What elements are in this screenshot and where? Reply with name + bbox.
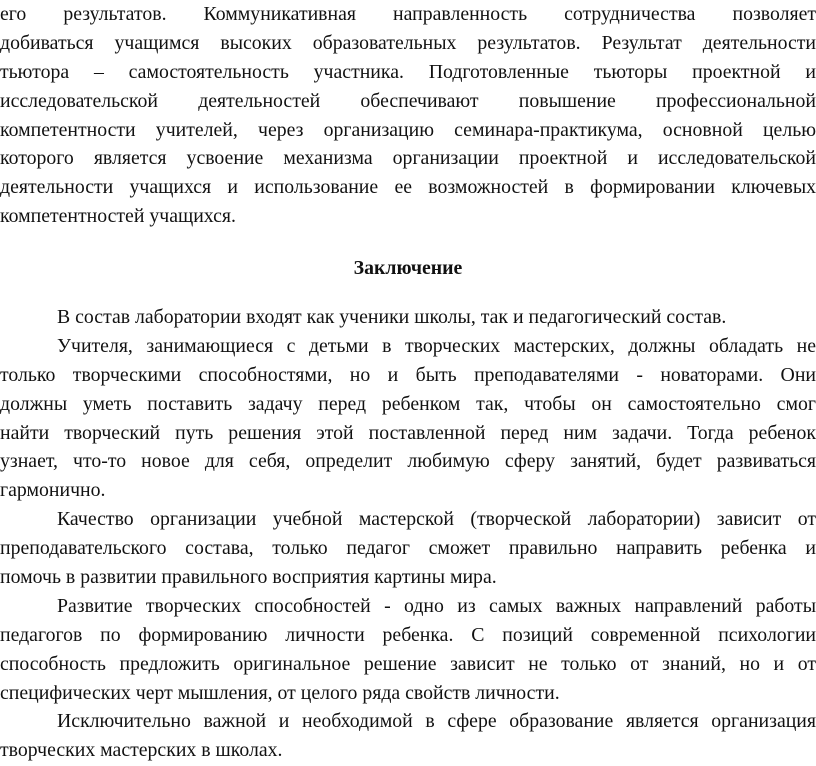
paragraph-line: способность предложить оригинальное решение зависит не только от знаний, но и от (0, 652, 816, 675)
paragraph-line: узнает, что-то новое для себя, определит любимую сферу занятий, будет развиваться (0, 450, 816, 473)
paragraph-line: специфических черт мышления, от целого ряда свойств личности. (0, 681, 560, 704)
paragraph-line: Исключительно важной и необходимой в сфере образование является организация (57, 710, 816, 733)
paragraph (0, 592, 816, 708)
paragraph-line: компетентностей учащихся. (0, 205, 236, 228)
paragraph-line: преподавательского состава, только педагог сможет правильно направить ребенка и (0, 537, 816, 560)
paragraph-line: только творческими способностями, но и быть преподавателями - новаторами. Они (0, 363, 816, 386)
paragraph-line: найти творческий путь решения этой поставленной перед ним задачи. Тогда ребенок (0, 421, 816, 444)
intro-paragraph (0, 0, 816, 231)
paragraph-line: Развитие творческих способностей - одно из самых важных направлений работы (57, 594, 816, 617)
paragraph-line: В состав лаборатории входят как ученики школы, так и педагогический состав. (57, 306, 727, 328)
paragraph-line: Качество организации учебной мастерской (творческой лаборатории) зависит от (57, 508, 816, 531)
paragraph-line: компетентности учителей, через организацию семинара-практикума, основной целью (0, 118, 816, 141)
conclusion-body (0, 303, 816, 765)
paragraph (0, 707, 816, 765)
paragraph-line: Учителя, занимающиеся с детьми в творческих мастерских, должны обладать не (57, 334, 816, 357)
section-heading: Заключение (353, 257, 463, 279)
paragraph (0, 332, 816, 505)
paragraph-line: тьютора – самостоятельность участника. Подготовленные тьюторы проектной и (0, 60, 816, 83)
paragraph-line: исследовательской деятельностей обеспечивают повышение профессиональной (0, 89, 816, 112)
paragraph-line: добиваться учащимся высоких образовательных результатов. Результат деятельности (0, 31, 816, 54)
paragraph-line: педагогов по формированию личности ребенка. С позиций современной психологии (0, 623, 816, 646)
paragraph-line: гармонично. (0, 479, 106, 502)
paragraph (0, 505, 816, 592)
paragraph (0, 303, 816, 332)
paragraph-line: которого является усвоение механизма организации проектной и исследовательской (0, 147, 816, 170)
paragraph-line: творческих мастерских в школах. (0, 739, 283, 762)
paragraph-line: должны уметь поставить задачу перед ребенком так, чтобы он самостоятельно смог (0, 392, 816, 415)
paragraph-line: деятельности учащихся и использование ее возможностей в формировании ключевых (0, 176, 816, 199)
paragraph-line: его результатов. Коммуникативная направленность сотрудничества позволяет (0, 3, 816, 25)
paragraph-line: помочь в развитии правильного восприятия картины мира. (0, 566, 497, 589)
